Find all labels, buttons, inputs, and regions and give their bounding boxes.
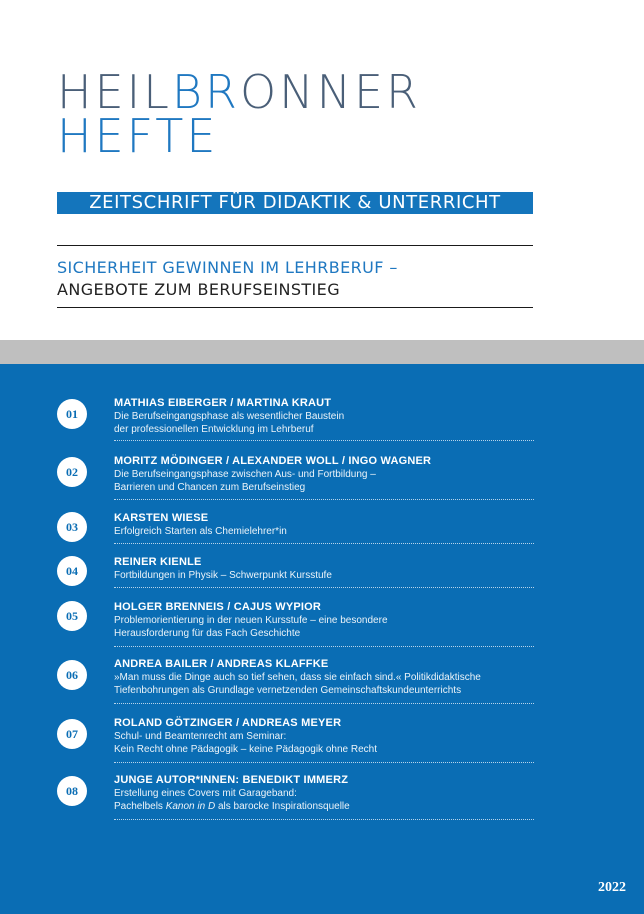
cover-top-area <box>0 0 644 340</box>
entry-desc-line1: Erfolgreich Starten als Chemielehrer*in <box>114 526 287 537</box>
entry-separator <box>114 762 534 763</box>
entry-number: 04 <box>57 556 87 586</box>
entry-desc-line1: »Man muss die Dinge auch so tief sehen, dass sie einfach sind.« Politikdidaktische <box>114 672 481 683</box>
entry-number: 06 <box>57 660 87 690</box>
entry-separator <box>114 587 534 588</box>
entry-desc-line2: Pachelbels Kanon in D als barocke Inspirationsquelle <box>114 801 350 812</box>
logo-word-heil: HEIL <box>57 65 172 119</box>
entry-author: MORITZ MÖDINGER / ALEXANDER WOLL / INGO WAGNER <box>114 455 432 467</box>
entry-separator <box>114 703 534 704</box>
issue-title <box>57 257 398 301</box>
entry-separator <box>114 646 534 647</box>
entry-author: REINER KIENLE <box>114 556 202 568</box>
journal-logo <box>57 65 422 163</box>
entry-desc-line2: Kein Recht ohne Pädagogik – keine Pädagogik ohne Recht <box>114 744 377 755</box>
entry-author: KARSTEN WIESE <box>114 512 209 524</box>
entry-number: 08 <box>57 776 87 806</box>
entry-desc-line1: Problemorientierung in der neuen Kursstufe – eine besondere <box>114 615 388 626</box>
issue-title-line1: SICHERHEIT GEWINNEN IM LEHRBERUF – <box>57 258 398 277</box>
entry-desc-line2: Herausforderung für das Fach Geschichte <box>114 628 301 639</box>
entry-separator <box>114 543 534 544</box>
entry-desc-line1: Erstellung eines Covers mit Garageband: <box>114 788 297 799</box>
issue-title-line2: ANGEBOTE ZUM BERUFSEINSTIEG <box>57 280 340 299</box>
entry-author: ROLAND GÖTZINGER / ANDREAS MEYER <box>114 717 342 729</box>
logo-word-br: BR <box>171 65 240 119</box>
entry-author: ANDREA BAILER / ANDREAS KLAFFKE <box>114 658 329 670</box>
entry-number: 01 <box>57 399 87 429</box>
divider-top <box>57 245 533 246</box>
logo-word-hefte: HEFTE <box>57 109 219 163</box>
entry-separator <box>114 440 534 441</box>
entry-separator <box>114 819 534 820</box>
journal-subtitle: ZEITSCHRIFT FÜR DIDAKTIK & UNTERRICHT <box>57 192 533 214</box>
entry-desc-line1: Die Berufseingangsphase zwischen Aus- und Fortbildung – <box>114 469 376 480</box>
entry-author: MATHIAS EIBERGER / MARTINA KRAUT <box>114 397 332 409</box>
entry-desc-line1: Schul- und Beamtenrecht am Seminar: <box>114 731 287 742</box>
entry-number: 07 <box>57 719 87 749</box>
gray-band <box>0 340 644 364</box>
logo-word-onner: ONNER <box>239 65 422 119</box>
entry-desc-line2: Tiefenbohrungen als Grundlage vernetzenden Gemeinschaftskundeunterrichts <box>114 685 462 696</box>
entry-number: 02 <box>57 457 87 487</box>
entry-number: 03 <box>57 512 87 542</box>
work-title: Kanon in D <box>165 801 216 812</box>
publication-year: 2022 <box>598 880 626 895</box>
entry-number: 05 <box>57 601 87 631</box>
entry-separator <box>114 499 534 500</box>
entry-desc-line2: Barrieren und Chancen zum Berufseinstieg <box>114 482 306 493</box>
entry-author: HOLGER BRENNEIS / CAJUS WYPIOR <box>114 601 322 613</box>
entry-desc-line2: der professionellen Entwicklung im Lehrberuf <box>114 424 314 435</box>
divider-bottom <box>57 307 533 308</box>
entry-desc-line1: Fortbildungen in Physik – Schwerpunkt Kursstufe <box>114 570 332 581</box>
entry-desc-line1: Die Berufseingangsphase als wesentlicher Baustein <box>114 411 345 422</box>
entry-author: JUNGE AUTOR*INNEN: BENEDIKT IMMERZ <box>114 774 349 786</box>
